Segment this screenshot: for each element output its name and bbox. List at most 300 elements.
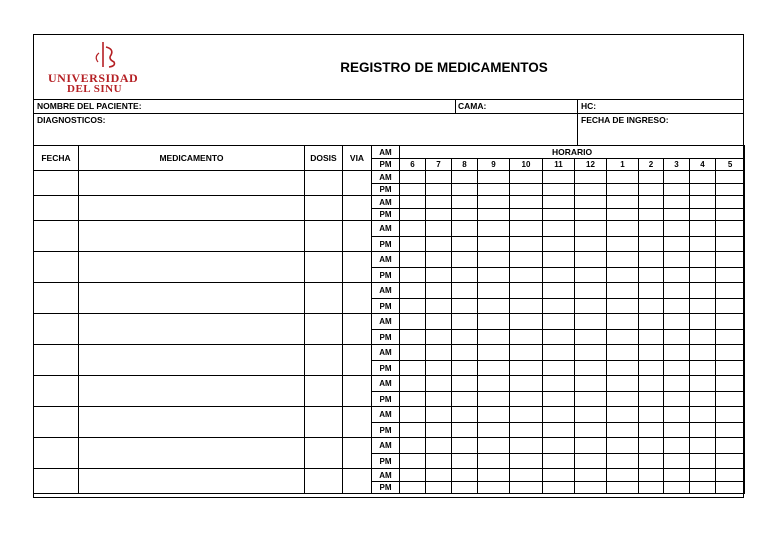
schedule-cell[interactable] <box>452 299 478 314</box>
schedule-cell[interactable] <box>716 330 745 345</box>
schedule-cell[interactable] <box>664 361 690 376</box>
schedule-cell[interactable] <box>478 423 510 438</box>
schedule-cell[interactable] <box>639 283 664 299</box>
schedule-cell[interactable] <box>400 454 426 469</box>
schedule-cell[interactable] <box>607 299 639 314</box>
schedule-cell[interactable] <box>510 196 543 209</box>
medicamento-cell[interactable] <box>79 438 305 469</box>
schedule-cell[interactable] <box>478 330 510 345</box>
schedule-cell[interactable] <box>664 221 690 237</box>
schedule-cell[interactable] <box>400 392 426 407</box>
medicamento-cell[interactable] <box>79 376 305 407</box>
dosis-cell[interactable] <box>305 438 343 469</box>
schedule-cell[interactable] <box>400 361 426 376</box>
schedule-cell[interactable] <box>478 221 510 237</box>
fecha-cell[interactable] <box>34 196 79 221</box>
schedule-cell[interactable] <box>543 361 575 376</box>
schedule-cell[interactable] <box>607 392 639 407</box>
fecha-cell[interactable] <box>34 221 79 252</box>
schedule-cell[interactable] <box>478 237 510 252</box>
schedule-cell[interactable] <box>639 376 664 392</box>
schedule-cell[interactable] <box>400 196 426 209</box>
schedule-cell[interactable] <box>607 268 639 283</box>
schedule-cell[interactable] <box>478 299 510 314</box>
schedule-cell[interactable] <box>426 209 452 221</box>
schedule-cell[interactable] <box>452 171 478 184</box>
schedule-cell[interactable] <box>607 171 639 184</box>
schedule-cell[interactable] <box>639 454 664 469</box>
schedule-cell[interactable] <box>690 237 716 252</box>
schedule-cell[interactable] <box>426 454 452 469</box>
schedule-cell[interactable] <box>716 423 745 438</box>
dosis-cell[interactable] <box>305 376 343 407</box>
schedule-cell[interactable] <box>510 330 543 345</box>
schedule-cell[interactable] <box>543 252 575 268</box>
schedule-cell[interactable] <box>690 171 716 184</box>
schedule-cell[interactable] <box>452 469 478 482</box>
schedule-cell[interactable] <box>639 330 664 345</box>
schedule-cell[interactable] <box>716 314 745 330</box>
schedule-cell[interactable] <box>543 423 575 438</box>
schedule-cell[interactable] <box>639 268 664 283</box>
schedule-cell[interactable] <box>452 314 478 330</box>
fecha-cell[interactable] <box>34 171 79 196</box>
schedule-cell[interactable] <box>607 196 639 209</box>
schedule-cell[interactable] <box>400 221 426 237</box>
schedule-cell[interactable] <box>510 314 543 330</box>
schedule-cell[interactable] <box>575 438 607 454</box>
via-cell[interactable] <box>343 469 372 494</box>
schedule-cell[interactable] <box>426 268 452 283</box>
schedule-cell[interactable] <box>639 299 664 314</box>
schedule-cell[interactable] <box>639 482 664 494</box>
schedule-cell[interactable] <box>543 184 575 196</box>
schedule-cell[interactable] <box>543 209 575 221</box>
schedule-cell[interactable] <box>478 438 510 454</box>
dosis-cell[interactable] <box>305 252 343 283</box>
schedule-cell[interactable] <box>452 438 478 454</box>
schedule-cell[interactable] <box>478 454 510 469</box>
schedule-cell[interactable] <box>639 469 664 482</box>
schedule-cell[interactable] <box>716 361 745 376</box>
schedule-cell[interactable] <box>510 454 543 469</box>
schedule-cell[interactable] <box>478 345 510 361</box>
schedule-cell[interactable] <box>639 196 664 209</box>
schedule-cell[interactable] <box>575 314 607 330</box>
schedule-cell[interactable] <box>478 171 510 184</box>
schedule-cell[interactable] <box>426 299 452 314</box>
schedule-cell[interactable] <box>452 361 478 376</box>
schedule-cell[interactable] <box>716 392 745 407</box>
schedule-cell[interactable] <box>690 299 716 314</box>
schedule-cell[interactable] <box>452 376 478 392</box>
schedule-cell[interactable] <box>510 209 543 221</box>
schedule-cell[interactable] <box>400 482 426 494</box>
schedule-cell[interactable] <box>478 392 510 407</box>
schedule-cell[interactable] <box>510 221 543 237</box>
schedule-cell[interactable] <box>400 252 426 268</box>
schedule-cell[interactable] <box>664 438 690 454</box>
schedule-cell[interactable] <box>639 314 664 330</box>
schedule-cell[interactable] <box>716 268 745 283</box>
schedule-cell[interactable] <box>639 345 664 361</box>
schedule-cell[interactable] <box>575 299 607 314</box>
schedule-cell[interactable] <box>478 252 510 268</box>
schedule-cell[interactable] <box>716 454 745 469</box>
schedule-cell[interactable] <box>716 482 745 494</box>
schedule-cell[interactable] <box>575 361 607 376</box>
schedule-cell[interactable] <box>452 345 478 361</box>
schedule-cell[interactable] <box>639 438 664 454</box>
via-cell[interactable] <box>343 171 372 196</box>
schedule-cell[interactable] <box>664 314 690 330</box>
schedule-cell[interactable] <box>510 184 543 196</box>
schedule-cell[interactable] <box>400 184 426 196</box>
schedule-cell[interactable] <box>426 407 452 423</box>
schedule-cell[interactable] <box>543 314 575 330</box>
schedule-cell[interactable] <box>452 482 478 494</box>
dosis-cell[interactable] <box>305 407 343 438</box>
schedule-cell[interactable] <box>607 330 639 345</box>
schedule-cell[interactable] <box>400 314 426 330</box>
schedule-cell[interactable] <box>575 283 607 299</box>
schedule-cell[interactable] <box>510 482 543 494</box>
schedule-cell[interactable] <box>426 469 452 482</box>
schedule-cell[interactable] <box>664 392 690 407</box>
schedule-cell[interactable] <box>690 252 716 268</box>
schedule-cell[interactable] <box>607 252 639 268</box>
schedule-cell[interactable] <box>690 196 716 209</box>
schedule-cell[interactable] <box>426 283 452 299</box>
schedule-cell[interactable] <box>426 330 452 345</box>
schedule-cell[interactable] <box>478 283 510 299</box>
schedule-cell[interactable] <box>639 392 664 407</box>
medicamento-cell[interactable] <box>79 469 305 494</box>
schedule-cell[interactable] <box>664 407 690 423</box>
schedule-cell[interactable] <box>543 482 575 494</box>
schedule-cell[interactable] <box>426 392 452 407</box>
schedule-cell[interactable] <box>400 345 426 361</box>
schedule-cell[interactable] <box>607 221 639 237</box>
schedule-cell[interactable] <box>543 283 575 299</box>
via-cell[interactable] <box>343 252 372 283</box>
schedule-cell[interactable] <box>400 299 426 314</box>
schedule-cell[interactable] <box>690 314 716 330</box>
schedule-cell[interactable] <box>510 376 543 392</box>
schedule-cell[interactable] <box>639 407 664 423</box>
schedule-cell[interactable] <box>664 184 690 196</box>
fecha-cell[interactable] <box>34 376 79 407</box>
schedule-cell[interactable] <box>400 376 426 392</box>
schedule-cell[interactable] <box>543 237 575 252</box>
schedule-cell[interactable] <box>690 376 716 392</box>
schedule-cell[interactable] <box>575 469 607 482</box>
schedule-cell[interactable] <box>452 454 478 469</box>
schedule-cell[interactable] <box>639 184 664 196</box>
medicamento-cell[interactable] <box>79 407 305 438</box>
schedule-cell[interactable] <box>400 268 426 283</box>
schedule-cell[interactable] <box>426 361 452 376</box>
schedule-cell[interactable] <box>690 221 716 237</box>
schedule-cell[interactable] <box>543 196 575 209</box>
schedule-cell[interactable] <box>400 423 426 438</box>
schedule-cell[interactable] <box>664 454 690 469</box>
schedule-cell[interactable] <box>664 299 690 314</box>
schedule-cell[interactable] <box>478 407 510 423</box>
schedule-cell[interactable] <box>426 314 452 330</box>
schedule-cell[interactable] <box>543 392 575 407</box>
schedule-cell[interactable] <box>716 196 745 209</box>
schedule-cell[interactable] <box>575 423 607 438</box>
schedule-cell[interactable] <box>510 392 543 407</box>
schedule-cell[interactable] <box>639 361 664 376</box>
schedule-cell[interactable] <box>690 209 716 221</box>
schedule-cell[interactable] <box>639 252 664 268</box>
schedule-cell[interactable] <box>664 252 690 268</box>
schedule-cell[interactable] <box>664 209 690 221</box>
schedule-cell[interactable] <box>607 482 639 494</box>
schedule-cell[interactable] <box>478 184 510 196</box>
schedule-cell[interactable] <box>452 237 478 252</box>
schedule-cell[interactable] <box>716 376 745 392</box>
via-cell[interactable] <box>343 283 372 314</box>
schedule-cell[interactable] <box>575 392 607 407</box>
schedule-cell[interactable] <box>426 237 452 252</box>
schedule-cell[interactable] <box>716 221 745 237</box>
schedule-cell[interactable] <box>510 407 543 423</box>
schedule-cell[interactable] <box>716 299 745 314</box>
schedule-cell[interactable] <box>716 283 745 299</box>
medicamento-cell[interactable] <box>79 171 305 196</box>
schedule-cell[interactable] <box>690 361 716 376</box>
medicamento-cell[interactable] <box>79 283 305 314</box>
via-cell[interactable] <box>343 221 372 252</box>
dosis-cell[interactable] <box>305 196 343 221</box>
schedule-cell[interactable] <box>575 482 607 494</box>
schedule-cell[interactable] <box>664 196 690 209</box>
schedule-cell[interactable] <box>716 252 745 268</box>
schedule-cell[interactable] <box>478 314 510 330</box>
schedule-cell[interactable] <box>607 314 639 330</box>
fecha-cell[interactable] <box>34 438 79 469</box>
schedule-cell[interactable] <box>543 345 575 361</box>
dosis-cell[interactable] <box>305 345 343 376</box>
via-cell[interactable] <box>343 314 372 345</box>
schedule-cell[interactable] <box>543 469 575 482</box>
dosis-cell[interactable] <box>305 314 343 345</box>
schedule-cell[interactable] <box>400 171 426 184</box>
schedule-cell[interactable] <box>510 438 543 454</box>
schedule-cell[interactable] <box>452 184 478 196</box>
schedule-cell[interactable] <box>716 209 745 221</box>
schedule-cell[interactable] <box>400 438 426 454</box>
schedule-cell[interactable] <box>543 330 575 345</box>
fecha-cell[interactable] <box>34 407 79 438</box>
fecha-cell[interactable] <box>34 283 79 314</box>
schedule-cell[interactable] <box>452 330 478 345</box>
schedule-cell[interactable] <box>543 376 575 392</box>
schedule-cell[interactable] <box>452 221 478 237</box>
schedule-cell[interactable] <box>575 171 607 184</box>
schedule-cell[interactable] <box>400 283 426 299</box>
schedule-cell[interactable] <box>426 171 452 184</box>
medicamento-cell[interactable] <box>79 252 305 283</box>
schedule-cell[interactable] <box>607 184 639 196</box>
medicamento-cell[interactable] <box>79 221 305 252</box>
schedule-cell[interactable] <box>426 438 452 454</box>
schedule-cell[interactable] <box>400 209 426 221</box>
schedule-cell[interactable] <box>690 330 716 345</box>
via-cell[interactable] <box>343 407 372 438</box>
schedule-cell[interactable] <box>452 268 478 283</box>
schedule-cell[interactable] <box>690 184 716 196</box>
schedule-cell[interactable] <box>510 268 543 283</box>
schedule-cell[interactable] <box>543 454 575 469</box>
schedule-cell[interactable] <box>690 392 716 407</box>
schedule-cell[interactable] <box>639 237 664 252</box>
schedule-cell[interactable] <box>575 252 607 268</box>
dosis-cell[interactable] <box>305 469 343 494</box>
via-cell[interactable] <box>343 438 372 469</box>
schedule-cell[interactable] <box>510 469 543 482</box>
schedule-cell[interactable] <box>452 196 478 209</box>
schedule-cell[interactable] <box>426 184 452 196</box>
schedule-cell[interactable] <box>690 268 716 283</box>
schedule-cell[interactable] <box>478 196 510 209</box>
schedule-cell[interactable] <box>664 237 690 252</box>
schedule-cell[interactable] <box>575 184 607 196</box>
medicamento-cell[interactable] <box>79 196 305 221</box>
schedule-cell[interactable] <box>543 299 575 314</box>
schedule-cell[interactable] <box>452 252 478 268</box>
schedule-cell[interactable] <box>664 283 690 299</box>
schedule-cell[interactable] <box>639 221 664 237</box>
schedule-cell[interactable] <box>575 454 607 469</box>
schedule-cell[interactable] <box>400 330 426 345</box>
schedule-cell[interactable] <box>510 361 543 376</box>
schedule-cell[interactable] <box>664 330 690 345</box>
schedule-cell[interactable] <box>716 184 745 196</box>
fecha-cell[interactable] <box>34 314 79 345</box>
dosis-cell[interactable] <box>305 221 343 252</box>
schedule-cell[interactable] <box>426 423 452 438</box>
schedule-cell[interactable] <box>690 283 716 299</box>
schedule-cell[interactable] <box>575 330 607 345</box>
schedule-cell[interactable] <box>510 283 543 299</box>
schedule-cell[interactable] <box>690 454 716 469</box>
schedule-cell[interactable] <box>716 407 745 423</box>
schedule-cell[interactable] <box>607 237 639 252</box>
schedule-cell[interactable] <box>478 469 510 482</box>
via-cell[interactable] <box>343 345 372 376</box>
schedule-cell[interactable] <box>426 376 452 392</box>
schedule-cell[interactable] <box>452 392 478 407</box>
schedule-cell[interactable] <box>575 345 607 361</box>
schedule-cell[interactable] <box>452 283 478 299</box>
schedule-cell[interactable] <box>716 438 745 454</box>
schedule-cell[interactable] <box>426 482 452 494</box>
schedule-cell[interactable] <box>400 237 426 252</box>
schedule-cell[interactable] <box>543 268 575 283</box>
schedule-cell[interactable] <box>426 345 452 361</box>
schedule-cell[interactable] <box>664 345 690 361</box>
schedule-cell[interactable] <box>452 423 478 438</box>
schedule-cell[interactable] <box>452 209 478 221</box>
schedule-cell[interactable] <box>478 268 510 283</box>
schedule-cell[interactable] <box>607 454 639 469</box>
schedule-cell[interactable] <box>510 299 543 314</box>
schedule-cell[interactable] <box>543 438 575 454</box>
schedule-cell[interactable] <box>607 423 639 438</box>
schedule-cell[interactable] <box>543 407 575 423</box>
dosis-cell[interactable] <box>305 171 343 196</box>
schedule-cell[interactable] <box>452 407 478 423</box>
schedule-cell[interactable] <box>575 221 607 237</box>
schedule-cell[interactable] <box>575 376 607 392</box>
schedule-cell[interactable] <box>607 345 639 361</box>
schedule-cell[interactable] <box>664 423 690 438</box>
schedule-cell[interactable] <box>478 361 510 376</box>
schedule-cell[interactable] <box>543 221 575 237</box>
schedule-cell[interactable] <box>426 196 452 209</box>
schedule-cell[interactable] <box>575 407 607 423</box>
schedule-cell[interactable] <box>478 209 510 221</box>
schedule-cell[interactable] <box>607 283 639 299</box>
schedule-cell[interactable] <box>690 438 716 454</box>
schedule-cell[interactable] <box>716 345 745 361</box>
fecha-cell[interactable] <box>34 469 79 494</box>
schedule-cell[interactable] <box>510 423 543 438</box>
schedule-cell[interactable] <box>543 171 575 184</box>
medicamento-cell[interactable] <box>79 345 305 376</box>
via-cell[interactable] <box>343 196 372 221</box>
schedule-cell[interactable] <box>607 361 639 376</box>
schedule-cell[interactable] <box>716 237 745 252</box>
schedule-cell[interactable] <box>690 423 716 438</box>
schedule-cell[interactable] <box>575 196 607 209</box>
schedule-cell[interactable] <box>690 482 716 494</box>
schedule-cell[interactable] <box>639 209 664 221</box>
schedule-cell[interactable] <box>510 345 543 361</box>
schedule-cell[interactable] <box>510 171 543 184</box>
schedule-cell[interactable] <box>664 171 690 184</box>
schedule-cell[interactable] <box>478 376 510 392</box>
schedule-cell[interactable] <box>664 268 690 283</box>
schedule-cell[interactable] <box>607 376 639 392</box>
schedule-cell[interactable] <box>510 252 543 268</box>
schedule-cell[interactable] <box>426 221 452 237</box>
schedule-cell[interactable] <box>575 237 607 252</box>
schedule-cell[interactable] <box>639 423 664 438</box>
fecha-cell[interactable] <box>34 345 79 376</box>
schedule-cell[interactable] <box>607 438 639 454</box>
schedule-cell[interactable] <box>690 345 716 361</box>
schedule-cell[interactable] <box>716 171 745 184</box>
schedule-cell[interactable] <box>664 482 690 494</box>
dosis-cell[interactable] <box>305 283 343 314</box>
schedule-cell[interactable] <box>664 376 690 392</box>
schedule-cell[interactable] <box>607 407 639 423</box>
schedule-cell[interactable] <box>510 237 543 252</box>
schedule-cell[interactable] <box>478 482 510 494</box>
schedule-cell[interactable] <box>575 268 607 283</box>
schedule-cell[interactable] <box>575 209 607 221</box>
schedule-cell[interactable] <box>716 469 745 482</box>
fecha-cell[interactable] <box>34 252 79 283</box>
schedule-cell[interactable] <box>607 209 639 221</box>
schedule-cell[interactable] <box>426 252 452 268</box>
via-cell[interactable] <box>343 376 372 407</box>
